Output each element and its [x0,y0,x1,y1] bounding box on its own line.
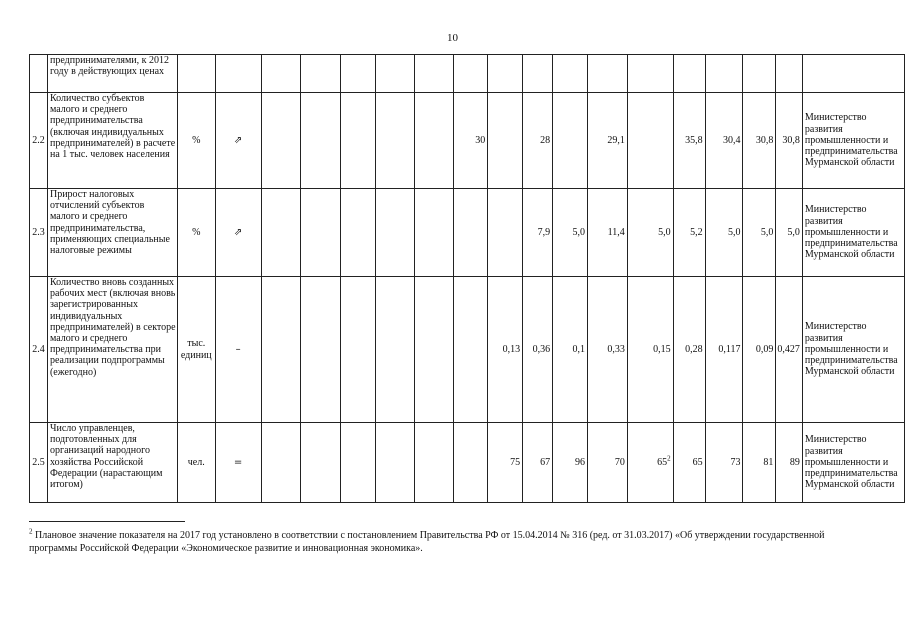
value-cell: 5,0 [743,189,776,277]
value-cell [261,189,301,277]
value-cell: 11,4 [587,189,627,277]
trend-cell: ⇗ [215,189,261,277]
value-cell: 0,427 [776,277,803,423]
value-cell: 81 [743,423,776,503]
value-cell: 7,9 [523,189,553,277]
value-cell [375,423,414,503]
value-cell: 30,4 [705,93,743,189]
footnote-mark: 2 [29,527,33,536]
value-cell [261,277,301,423]
value-cell [414,93,454,189]
responsible-cell: Министерство развития промышленности и предпринимательства Мурманской области [802,189,904,277]
value-cell: 0,117 [705,277,743,423]
unit-cell: тыс. единиц [177,277,215,423]
value-cell [341,189,376,277]
value-cell [553,93,588,189]
trend-cell: ⇗ [215,93,261,189]
value-cell: 5,2 [673,189,705,277]
table-row-continuation [30,55,905,93]
row-number-cell [30,55,48,93]
value-cell: 29,1 [587,93,627,189]
row-number-cell: 2.4 [30,277,48,423]
value-cell: 0,36 [523,277,553,423]
value-cell [488,93,523,189]
table-row [30,423,905,503]
value-cell: 5,0 [705,189,743,277]
value-cell: 28 [523,93,553,189]
value-cell: 5,0 [776,189,803,277]
value-cell [454,189,488,277]
value-cell: 30,8 [743,93,776,189]
value-cell: 0,33 [587,277,627,423]
value-cell [454,423,488,503]
value-cell: 70 [587,423,627,503]
value-cell: 5,0 [553,189,588,277]
indicator-name-cell: Число управленцев, подготовленных для организаций народного хозяйства Российской Федерации (нарастающим итогом) [47,423,177,503]
value-cell [454,277,488,423]
value-cell: 0,15 [627,277,673,423]
footnote-ref: 2 [667,454,671,463]
indicator-name-cell: Количество субъектов малого и среднего предпринимательства (включая индивидуальных предпринимателей) в расчете на 1 тыс. человек населения [47,93,177,189]
value-cell [375,93,414,189]
row-number-cell: 2.2 [30,93,48,189]
value-cell: 30 [454,93,488,189]
value-cell [301,93,341,189]
value-cell: 5,0 [627,189,673,277]
value-cell [414,189,454,277]
footnote-separator [29,521,185,522]
value-cell [414,423,454,503]
value-cell: 96 [553,423,588,503]
value-cell [414,277,454,423]
indicator-name-cell: Количество вновь созданных рабочих мест (включая вновь зарегистрированных индивидуальных предпринимателей) в секторе малого и среднего предпринимательства при реализации подпрограммы (ежегодно) [47,277,177,423]
value-cell [341,277,376,423]
table-row [30,93,905,189]
value-cell [341,93,376,189]
footnote [29,529,849,555]
value-cell: 35,8 [673,93,705,189]
value-cell: 0,09 [743,277,776,423]
value-cell: 89 [776,423,803,503]
value-cell: 67 [523,423,553,503]
unit-cell: % [177,93,215,189]
value-cell [301,189,341,277]
value-cell [375,189,414,277]
value-text: 65 [657,456,668,468]
indicators-table [29,54,905,503]
value-cell: 0,28 [673,277,705,423]
unit-cell: чел. [177,423,215,503]
value-cell: 75 [488,423,523,503]
responsible-cell: Министерство развития промышленности и предпринимательства Мурманской области [802,423,904,503]
indicator-name-cell: Прирост налоговых отчислений субъектов малого и среднего предпринимательства, применяющих специальные налоговые режимы [47,189,177,277]
value-cell: 0,1 [553,277,588,423]
value-cell: 65 [673,423,705,503]
value-cell [375,277,414,423]
responsible-cell: Министерство развития промышленности и предпринимательства Мурманской области [802,93,904,189]
value-cell: 73 [705,423,743,503]
value-cell [301,277,341,423]
value-cell [261,93,301,189]
page-number: 10 [447,32,458,44]
value-cell [341,423,376,503]
table-row [30,277,905,423]
value-cell [301,423,341,503]
unit-cell: % [177,189,215,277]
row-number-cell: 2.5 [30,423,48,503]
row-number-cell: 2.3 [30,189,48,277]
value-cell [261,423,301,503]
value-cell: 30,8 [776,93,803,189]
indicator-name-cell: предпринимателями, к 2012 году в действующих ценах [47,55,177,93]
footnote-text: Плановое значение показателя на 2017 год установлено в соответствии с постановлением Правительства РФ от 15.04.2014 № 316 (ред. от 31.03.2017) «Об утверждении государственной программы Российской Федерации «Экономическое развитие и инновационная экономика». [29,530,825,554]
trend-cell: – [215,277,261,423]
table-row [30,189,905,277]
value-cell: 0,13 [488,277,523,423]
table-body [30,55,905,503]
value-cell [627,93,673,189]
value-cell [488,189,523,277]
trend-cell: = [215,423,261,503]
responsible-cell: Министерство развития промышленности и предпринимательства Мурманской области [802,277,904,423]
value-cell [627,423,673,503]
